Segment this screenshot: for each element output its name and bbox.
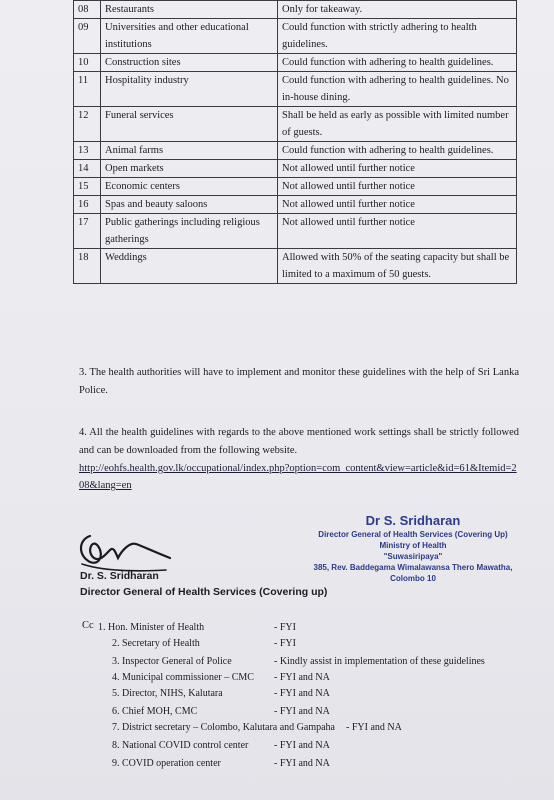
category-cell: Universities and other educational institutions (101, 19, 278, 54)
cc-action: - FYI and NA (274, 688, 330, 699)
official-stamp (288, 512, 538, 584)
cc-recipient: 2. Secretary of Health (112, 638, 200, 649)
category-cell: Economic centers (101, 178, 278, 196)
stamp-line-2: Ministry of Health (379, 541, 447, 550)
rule-cell: Not allowed until further notice (278, 214, 517, 249)
paragraph-4: 4. All the health guidelines with regards to the above mentioned work settings shall be strictly followed and can be downloaded from the following website. (79, 427, 519, 456)
signer-title: Director General of Health Services (Covering up) (80, 586, 328, 598)
rule-cell: Not allowed until further notice (278, 160, 517, 178)
cc-recipient: 4. Municipal commissioner – CMC (112, 672, 254, 683)
cc-action: - FYI (274, 638, 296, 649)
category-cell: Public gatherings including religious gatherings (101, 214, 278, 249)
cc-action: - FYI and NA (274, 706, 330, 717)
table-row (74, 249, 517, 284)
guidelines-table-body (74, 1, 517, 284)
rule-cell: Not allowed until further notice (278, 196, 517, 214)
row-number-cell: 09 (74, 19, 101, 54)
cc-recipient: 3. Inspector General of Police (112, 656, 232, 667)
stamp-line-1: Director General of Health Services (Covering Up) (318, 530, 508, 539)
row-number-cell: 15 (74, 178, 101, 196)
signer-name: Dr. S. Sridharan (80, 570, 159, 582)
cc-recipient: 6. Chief MOH, CMC (112, 706, 198, 717)
paragraph-3: 3. The health authorities will have to implement and monitor these guidelines with the help of Sri Lanka Police. (79, 367, 519, 396)
category-cell: Construction sites (101, 54, 278, 72)
stamp-line-5: Colombo 10 (390, 574, 436, 583)
row-number-cell: 11 (74, 72, 101, 107)
cc-action: - FYI and NA (274, 758, 330, 769)
cc-action: - FYI and NA (274, 672, 330, 683)
cc-recipient: 1. Hon. Minister of Health (98, 622, 205, 633)
category-cell: Spas and beauty saloons (101, 196, 278, 214)
rule-cell: Could function with adhering to health guidelines. (278, 142, 517, 160)
rule-cell: Shall be held as early as possible with limited number of guests. (278, 107, 517, 142)
cc-action: - Kindly assist in implementation of these guidelines (274, 656, 485, 667)
cc-recipient: 7. District secretary – Colombo, Kalutara and Gampaha (112, 722, 335, 733)
row-number-cell: 12 (74, 107, 101, 142)
row-number-cell: 08 (74, 1, 101, 19)
row-number-cell: 18 (74, 249, 101, 284)
row-number-cell: 13 (74, 142, 101, 160)
guidelines-website-link[interactable]: http://eohfs.health.gov.lk/occupational/index.php?option=com_content&view=article&id=61&Itemid=208&lang=en (79, 463, 517, 491)
table-row (74, 107, 517, 142)
cc-label: Cc (82, 620, 94, 631)
rule-cell: Could function with adhering to health guidelines. (278, 54, 517, 72)
table-row (74, 160, 517, 178)
stamp-line-3: "Suwasiripaya" (383, 552, 443, 561)
cc-recipient: 8. National COVID control center (112, 740, 249, 751)
stamp-line-4: 385, Rev. Baddegama Wimalawansa Thero Mawatha, (313, 563, 513, 572)
table-row (74, 214, 517, 249)
table-row (74, 142, 517, 160)
table-row (74, 54, 517, 72)
category-cell: Hospitality industry (101, 72, 278, 107)
category-cell: Animal farms (101, 142, 278, 160)
table-row (74, 178, 517, 196)
table-row (74, 1, 517, 19)
row-number-cell: 17 (74, 214, 101, 249)
category-cell: Restaurants (101, 1, 278, 19)
row-number-cell: 14 (74, 160, 101, 178)
rule-cell: Could function with adhering to health guidelines. No in-house dining. (278, 72, 517, 107)
row-number-cell: 10 (74, 54, 101, 72)
category-cell: Open markets (101, 160, 278, 178)
cc-recipient: 5. Director, NIHS, Kalutara (112, 688, 223, 699)
cc-action: - FYI (274, 622, 296, 633)
cc-action: - FYI and NA (274, 740, 330, 751)
stamp-name: Dr S. Sridharan (365, 513, 461, 528)
category-cell: Funeral services (101, 107, 278, 142)
handwritten-signature (70, 514, 180, 574)
category-cell: Weddings (101, 249, 278, 284)
guidelines-table (73, 0, 517, 284)
rule-cell: Not allowed until further notice (278, 178, 517, 196)
table-row (74, 19, 517, 54)
cc-action: - FYI and NA (346, 722, 402, 733)
rule-cell: Could function with strictly adhering to health guidelines. (278, 19, 517, 54)
rule-cell: Only for takeaway. (278, 1, 517, 19)
table-row (74, 196, 517, 214)
cc-recipient: 9. COVID operation center (112, 758, 221, 769)
rule-cell: Allowed with 50% of the seating capacity but shall be limited to a maximum of 50 guests. (278, 249, 517, 284)
table-row (74, 72, 517, 107)
row-number-cell: 16 (74, 196, 101, 214)
